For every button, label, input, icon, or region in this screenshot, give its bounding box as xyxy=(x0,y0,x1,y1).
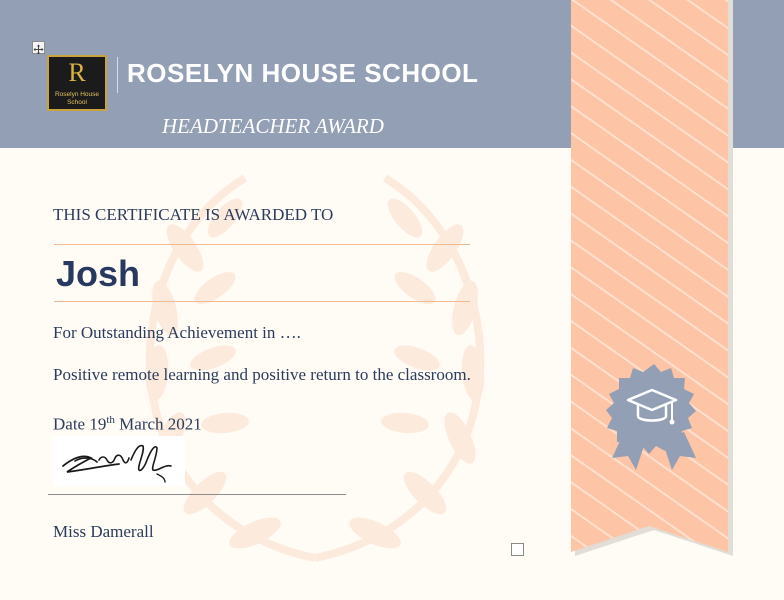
logo-text-line1: Roselyn House xyxy=(54,91,100,98)
signature-line xyxy=(48,494,346,495)
logo-letter: R xyxy=(68,58,86,87)
date-rest: March 2021 xyxy=(114,414,202,434)
date-prefix: Date 19 xyxy=(53,414,107,434)
name-bottom-rule xyxy=(54,301,470,302)
school-logo xyxy=(47,55,107,111)
logo-text-line2: School xyxy=(67,99,87,106)
name-top-rule xyxy=(54,244,470,245)
date-suffix: th xyxy=(106,414,115,426)
school-name: ROSELYN HOUSE SCHOOL xyxy=(127,58,479,88)
graduation-cap-rosette-icon xyxy=(606,362,702,474)
award-date xyxy=(53,414,202,435)
recipient-name: Josh xyxy=(56,253,141,294)
achievement-reason: Positive remote learning and positive return to the classroom. xyxy=(53,365,471,384)
logo-text xyxy=(49,91,105,107)
signer-name: Miss Damerall xyxy=(53,522,154,541)
award-title: HEADTEACHER AWARD xyxy=(162,114,384,138)
header-divider xyxy=(117,57,118,93)
handwritten-signature xyxy=(53,436,185,486)
awarded-to-label: THIS CERTIFICATE IS AWARDED TO xyxy=(53,205,334,224)
move-arrows-icon xyxy=(33,44,44,55)
checkbox-icon[interactable] xyxy=(511,543,524,556)
move-handle[interactable] xyxy=(32,41,45,54)
achievement-label: For Outstanding Achievement in …. xyxy=(53,323,301,342)
